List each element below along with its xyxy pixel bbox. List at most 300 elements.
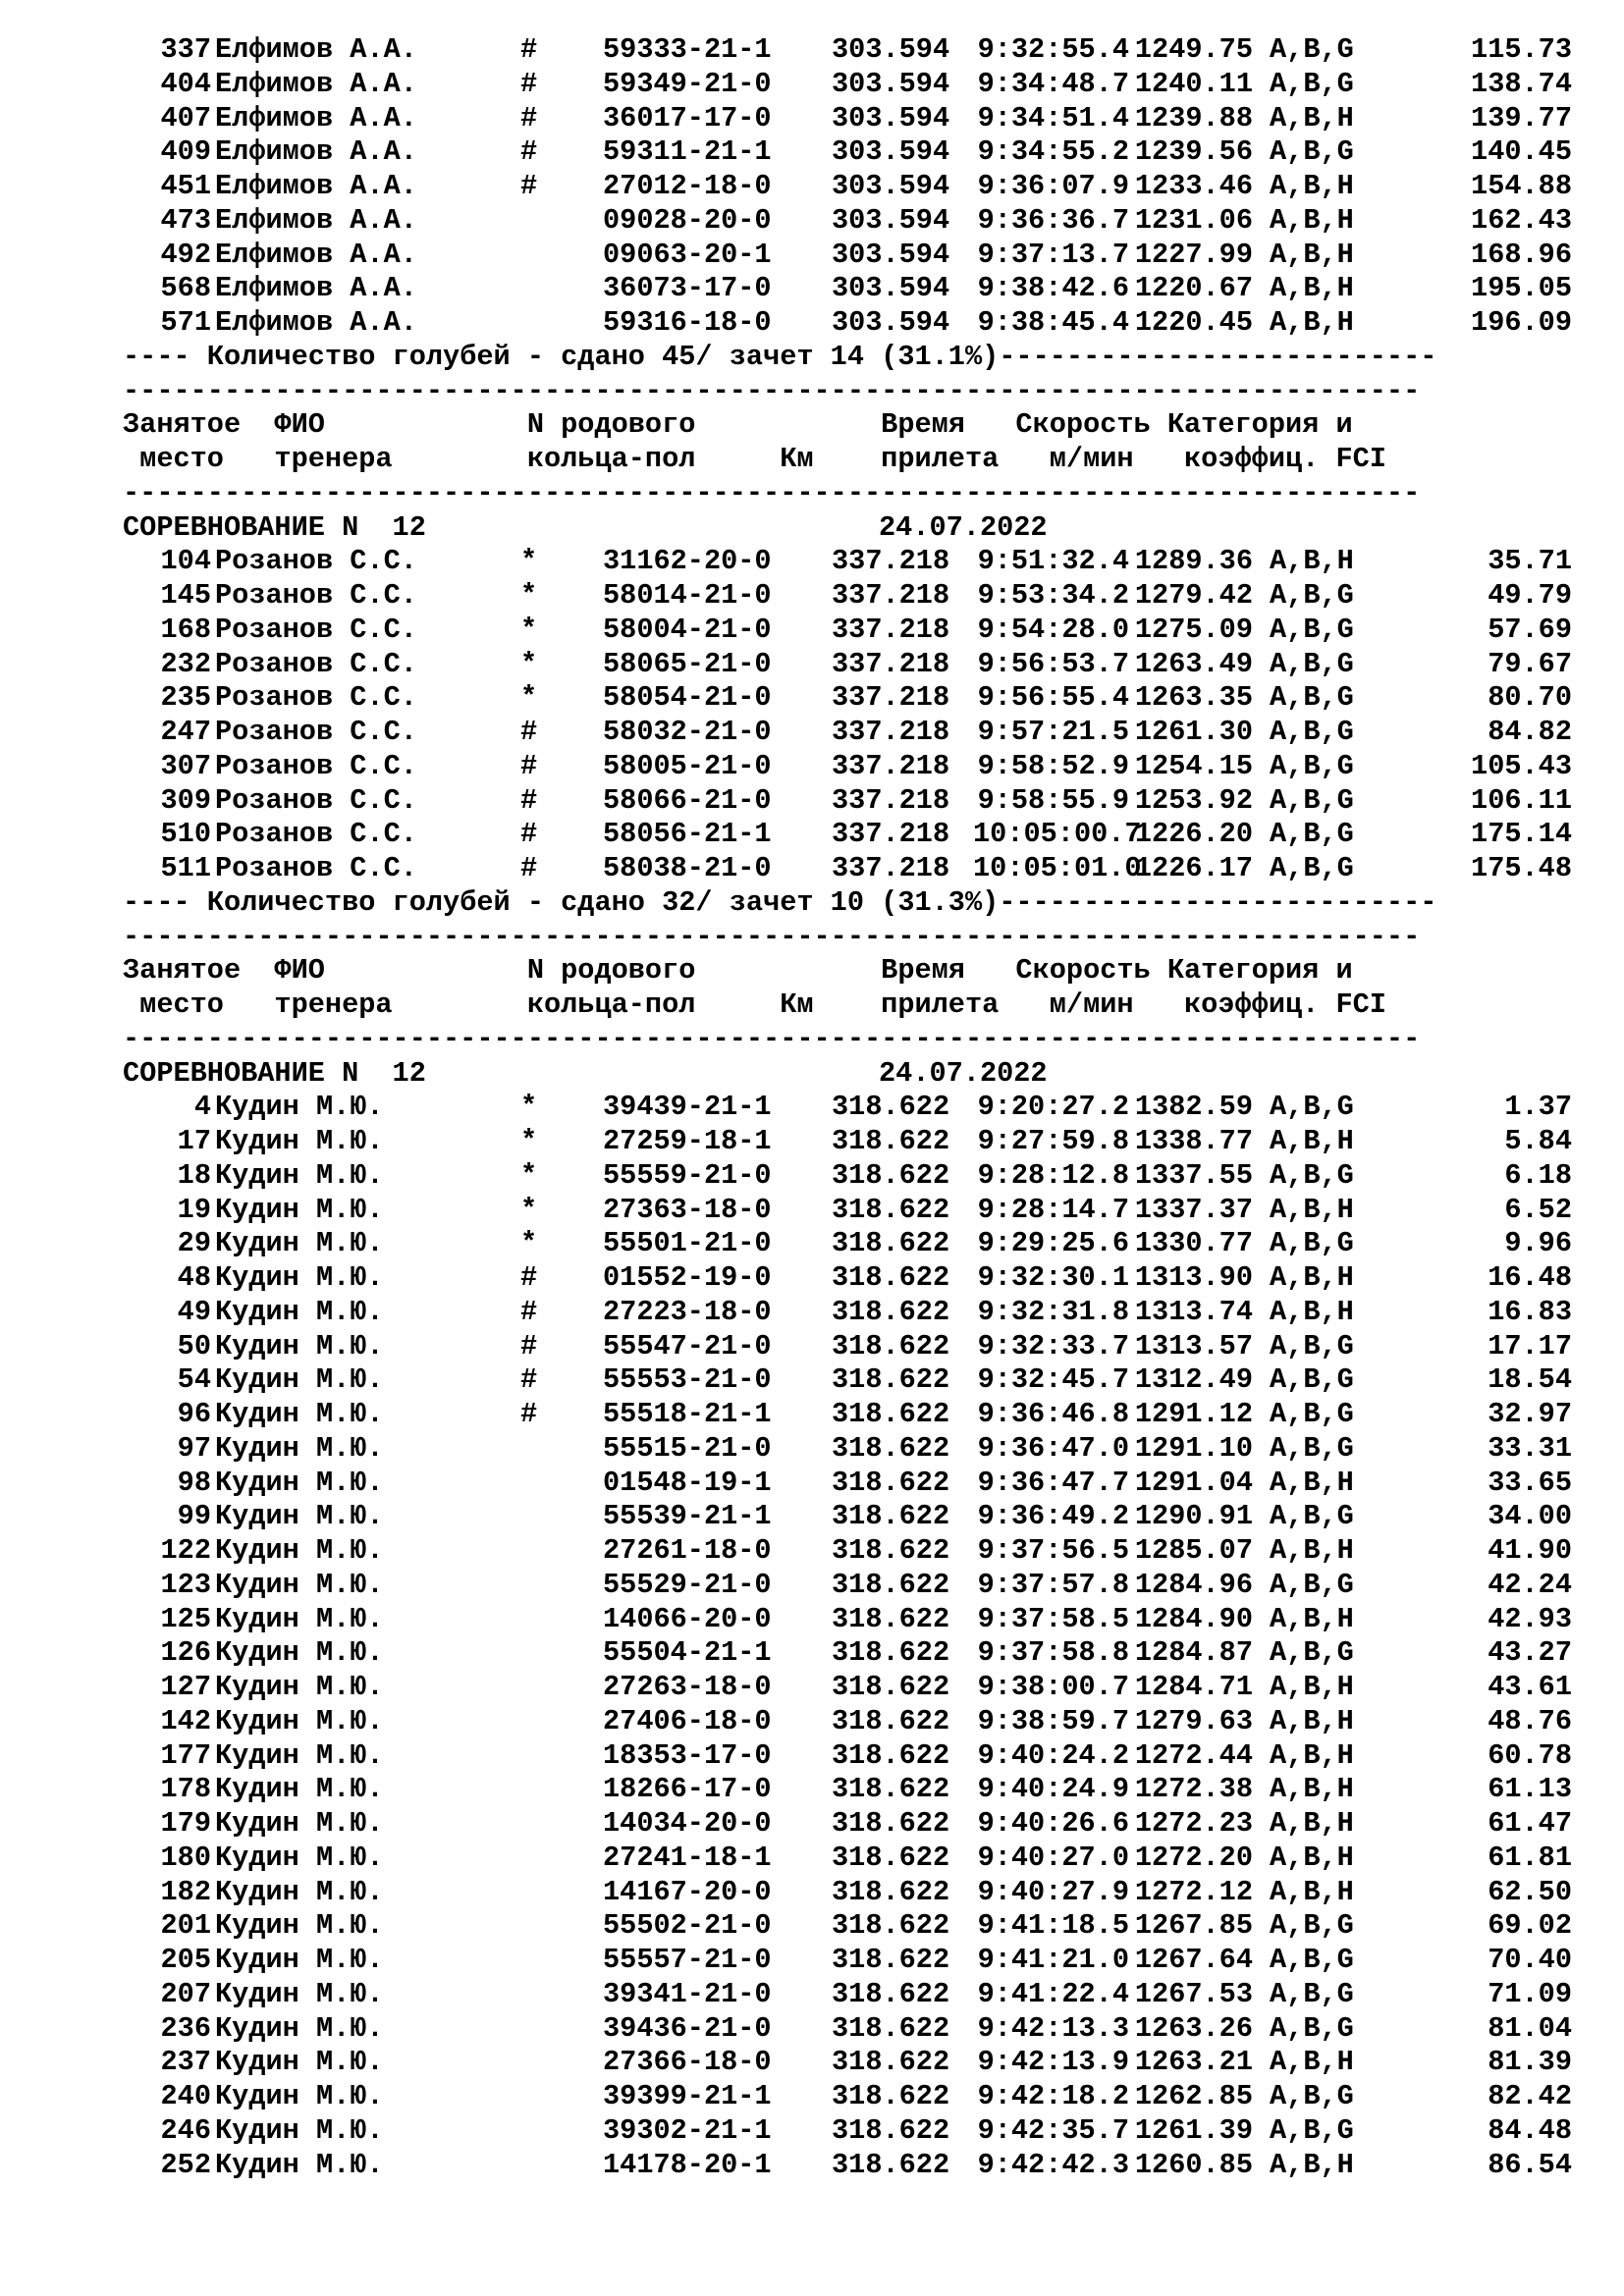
table-row bbox=[123, 272, 1572, 306]
cell-km: 318.622 bbox=[832, 1738, 950, 1772]
cell-ring: 58032-21-0 bbox=[603, 716, 772, 748]
cell-rank: 104 bbox=[160, 545, 211, 578]
cell-cat: A,B,G bbox=[1270, 1431, 1354, 1465]
cell-cat: A,B,H bbox=[1270, 1841, 1354, 1874]
cell-name: Елфимов А.А. bbox=[215, 306, 417, 339]
cell-rank: 177 bbox=[160, 1738, 211, 1772]
cell-time: 9:37:58.5 bbox=[977, 1602, 1129, 1635]
cell-mark: * bbox=[520, 1158, 538, 1192]
table-row bbox=[123, 1773, 1572, 1807]
cell-km: 318.622 bbox=[832, 1773, 950, 1806]
cell-spd: 1220.67 bbox=[1134, 272, 1253, 305]
cell-fci: 79.67 bbox=[1488, 647, 1572, 680]
cell-rank: 123 bbox=[160, 1568, 211, 1601]
cell-fci: 48.76 bbox=[1488, 1704, 1572, 1737]
cell-rank: 235 bbox=[160, 681, 211, 715]
table-row bbox=[123, 68, 1572, 102]
cell-time: 9:41:22.4 bbox=[977, 1977, 1129, 2010]
cell-km: 318.622 bbox=[832, 1875, 950, 1908]
cell-fci: 154.88 bbox=[1471, 170, 1572, 202]
cell-mark: # bbox=[520, 716, 538, 748]
table-row bbox=[123, 1739, 1572, 1774]
cell-spd: 1239.56 bbox=[1134, 135, 1253, 169]
cell-cat: A,B,G bbox=[1270, 67, 1354, 100]
cell-name: Кудин М.Ю. bbox=[215, 1977, 384, 2010]
cell-mark: * bbox=[520, 1091, 538, 1124]
table-row bbox=[123, 1569, 1572, 1603]
cell-rank: 201 bbox=[160, 1909, 211, 1943]
cell-ring: 14167-20-0 bbox=[603, 1875, 772, 1908]
table-row bbox=[123, 239, 1572, 273]
cell-km: 318.622 bbox=[832, 1841, 950, 1874]
cell-time: 9:40:27.0 bbox=[977, 1841, 1129, 1874]
cell-name: Кудин М.Ю. bbox=[215, 1671, 384, 1703]
cell-spd: 1312.49 bbox=[1134, 1363, 1253, 1397]
cell-name: Кудин М.Ю. bbox=[215, 1841, 384, 1874]
pigeon-count-summary: ---- Количество голубей - сдано 45/ зачет 14 (31.1%)-------------------------- bbox=[123, 340, 1437, 373]
cell-fci: 33.31 bbox=[1488, 1431, 1572, 1465]
table-row bbox=[123, 1978, 1572, 2012]
cell-fci: 82.42 bbox=[1488, 2080, 1572, 2112]
cell-fci: 35.71 bbox=[1488, 545, 1572, 578]
cell-time: 9:40:24.9 bbox=[977, 1773, 1129, 1806]
table-row bbox=[123, 1876, 1572, 1910]
cell-mark: * bbox=[520, 681, 538, 715]
cell-cat: A,B,H bbox=[1270, 1602, 1354, 1635]
cell-time: 9:34:51.4 bbox=[977, 101, 1129, 134]
cell-ring: 27223-18-0 bbox=[603, 1295, 772, 1328]
cell-spd: 1330.77 bbox=[1134, 1227, 1253, 1260]
cell-km: 303.594 bbox=[832, 238, 950, 271]
cell-rank: 568 bbox=[160, 272, 211, 305]
cell-cat: A,B,G bbox=[1270, 33, 1354, 66]
cell-time: 9:36:36.7 bbox=[977, 203, 1129, 237]
table-row bbox=[123, 1500, 1572, 1534]
dash-separator: ----------------------------------------------------------------------------- bbox=[123, 476, 1421, 509]
cell-cat: A,B,G bbox=[1270, 1500, 1354, 1533]
cell-spd: 1338.77 bbox=[1134, 1125, 1253, 1157]
cell-name: Елфимов А.А. bbox=[215, 67, 417, 100]
cell-time: 9:58:55.9 bbox=[977, 783, 1129, 817]
cell-spd: 1272.38 bbox=[1134, 1773, 1253, 1806]
cell-rank: 54 bbox=[177, 1363, 211, 1397]
cell-ring: 01548-19-1 bbox=[603, 1466, 772, 1499]
column-header-line-2: место тренера кольца-пол Км прилета м/мин коэффиц. FCI bbox=[123, 443, 1386, 475]
cell-fci: 61.81 bbox=[1488, 1841, 1572, 1874]
cell-cat: A,B,G bbox=[1270, 647, 1354, 680]
cell-fci: 84.82 bbox=[1488, 716, 1572, 748]
table-row bbox=[123, 1636, 1572, 1671]
cell-name: Кудин М.Ю. bbox=[215, 1431, 384, 1465]
cell-ring: 27406-18-0 bbox=[603, 1704, 772, 1737]
table-row bbox=[123, 1159, 1572, 1194]
cell-cat: A,B,G bbox=[1270, 2011, 1354, 2045]
cell-spd: 1231.06 bbox=[1134, 203, 1253, 237]
cell-ring: 39439-21-1 bbox=[603, 1091, 772, 1124]
cell-time: 9:54:28.0 bbox=[977, 613, 1129, 646]
cell-km: 337.218 bbox=[832, 852, 950, 884]
cell-time: 10:05:00.7 bbox=[973, 818, 1142, 851]
cell-km: 318.622 bbox=[832, 1636, 950, 1670]
cell-spd: 1291.12 bbox=[1134, 1398, 1253, 1430]
cell-time: 9:38:59.7 bbox=[977, 1704, 1129, 1737]
cell-cat: A,B,G bbox=[1270, 1977, 1354, 2010]
dash-separator: ----------------------------------------------------------------------------- bbox=[123, 374, 1421, 407]
cell-km: 337.218 bbox=[832, 579, 950, 612]
cell-spd: 1267.64 bbox=[1134, 1944, 1253, 1976]
cell-fci: 49.79 bbox=[1488, 579, 1572, 612]
cell-rank: 232 bbox=[160, 647, 211, 680]
table-row bbox=[123, 579, 1572, 614]
cell-rank: 207 bbox=[160, 1977, 211, 2010]
table-row bbox=[123, 1398, 1572, 1432]
cell-name: Розанов С.С. bbox=[215, 579, 417, 612]
cell-rank: 96 bbox=[177, 1398, 211, 1430]
cell-time: 9:36:47.0 bbox=[977, 1431, 1129, 1465]
cell-cat: A,B,H bbox=[1270, 306, 1354, 339]
cell-time: 9:40:27.9 bbox=[977, 1875, 1129, 1908]
cell-cat: A,B,G bbox=[1270, 749, 1354, 782]
table-row bbox=[123, 204, 1572, 239]
cell-fci: 196.09 bbox=[1471, 306, 1572, 339]
cell-cat: A,B,H bbox=[1270, 1671, 1354, 1703]
cell-rank: 50 bbox=[177, 1329, 211, 1362]
cell-km: 318.622 bbox=[832, 1431, 950, 1465]
cell-spd: 1272.20 bbox=[1134, 1841, 1253, 1874]
cell-fci: 162.43 bbox=[1471, 203, 1572, 237]
cell-ring: 39399-21-1 bbox=[603, 2080, 772, 2112]
cell-cat: A,B,H bbox=[1270, 1534, 1354, 1567]
cell-name: Кудин М.Ю. bbox=[215, 1807, 384, 1840]
cell-ring: 58038-21-0 bbox=[603, 852, 772, 884]
cell-ring: 59349-21-0 bbox=[603, 67, 772, 100]
cell-rank: 236 bbox=[160, 2011, 211, 2045]
cell-time: 9:36:46.8 bbox=[977, 1398, 1129, 1430]
cell-mark: # bbox=[520, 1261, 538, 1294]
table-row bbox=[123, 545, 1572, 579]
cell-ring: 55501-21-0 bbox=[603, 1227, 772, 1260]
cell-fci: 57.69 bbox=[1488, 613, 1572, 646]
cell-rank: 125 bbox=[160, 1602, 211, 1635]
cell-rank: 246 bbox=[160, 2113, 211, 2147]
cell-time: 9:38:45.4 bbox=[977, 306, 1129, 339]
cell-km: 318.622 bbox=[832, 1568, 950, 1601]
cell-fci: 62.50 bbox=[1488, 1875, 1572, 1908]
cell-km: 318.622 bbox=[832, 1534, 950, 1567]
cell-time: 9:29:25.6 bbox=[977, 1227, 1129, 1260]
cell-cat: A,B,G bbox=[1270, 1158, 1354, 1192]
cell-name: Кудин М.Ю. bbox=[215, 2113, 384, 2147]
cell-fci: 61.13 bbox=[1488, 1773, 1572, 1806]
cell-spd: 1267.53 bbox=[1134, 1977, 1253, 2010]
table-row bbox=[123, 135, 1572, 170]
cell-ring: 58054-21-0 bbox=[603, 681, 772, 715]
cell-ring: 55559-21-0 bbox=[603, 1158, 772, 1192]
cell-ring: 31162-20-0 bbox=[603, 545, 772, 578]
competition-date: 24.07.2022 bbox=[879, 1056, 1048, 1090]
cell-fci: 60.78 bbox=[1488, 1738, 1572, 1772]
cell-mark: # bbox=[520, 818, 538, 851]
cell-spd: 1284.87 bbox=[1134, 1636, 1253, 1670]
cell-cat: A,B,G bbox=[1270, 1568, 1354, 1601]
cell-rank: 48 bbox=[177, 1261, 211, 1294]
table-row bbox=[123, 170, 1572, 204]
cell-ring: 55504-21-1 bbox=[603, 1636, 772, 1670]
cell-fci: 33.65 bbox=[1488, 1466, 1572, 1499]
cell-rank: 49 bbox=[177, 1295, 211, 1328]
cell-cat: A,B,H bbox=[1270, 1193, 1354, 1226]
table-row bbox=[123, 2114, 1572, 2149]
cell-time: 9:56:53.7 bbox=[977, 647, 1129, 680]
cell-cat: A,B,G bbox=[1270, 1944, 1354, 1976]
cell-spd: 1226.17 bbox=[1134, 852, 1253, 884]
cell-name: Розанов С.С. bbox=[215, 716, 417, 748]
cell-km: 337.218 bbox=[832, 545, 950, 578]
cell-time: 9:34:55.2 bbox=[977, 135, 1129, 169]
cell-km: 318.622 bbox=[832, 1704, 950, 1737]
cell-ring: 58005-21-0 bbox=[603, 749, 772, 782]
cell-time: 9:36:07.9 bbox=[977, 170, 1129, 202]
cell-spd: 1284.71 bbox=[1134, 1671, 1253, 1703]
cell-cat: A,B,G bbox=[1270, 1398, 1354, 1430]
cell-name: Кудин М.Ю. bbox=[215, 1738, 384, 1772]
cell-rank: 29 bbox=[177, 1227, 211, 1260]
cell-name: Кудин М.Ю. bbox=[215, 1568, 384, 1601]
table-row bbox=[123, 1091, 1572, 1125]
cell-rank: 98 bbox=[177, 1466, 211, 1499]
table-row bbox=[123, 1125, 1572, 1159]
cell-name: Кудин М.Ю. bbox=[215, 1534, 384, 1567]
cell-fci: 61.47 bbox=[1488, 1807, 1572, 1840]
cell-mark: * bbox=[520, 613, 538, 646]
cell-spd: 1285.07 bbox=[1134, 1534, 1253, 1567]
cell-rank: 179 bbox=[160, 1807, 211, 1840]
cell-km: 318.622 bbox=[832, 1363, 950, 1397]
cell-spd: 1239.88 bbox=[1134, 101, 1253, 134]
cell-ring: 27261-18-0 bbox=[603, 1534, 772, 1567]
cell-spd: 1290.91 bbox=[1134, 1500, 1253, 1533]
cell-rank: 240 bbox=[160, 2080, 211, 2112]
cell-fci: 139.77 bbox=[1471, 101, 1572, 134]
cell-spd: 1262.85 bbox=[1134, 2080, 1253, 2112]
cell-cat: A,B,G bbox=[1270, 2113, 1354, 2147]
cell-fci: 195.05 bbox=[1471, 272, 1572, 305]
cell-ring: 59316-18-0 bbox=[603, 306, 772, 339]
cell-name: Розанов С.С. bbox=[215, 681, 417, 715]
cell-spd: 1261.39 bbox=[1134, 2113, 1253, 2147]
cell-km: 303.594 bbox=[832, 203, 950, 237]
table-row bbox=[123, 33, 1572, 68]
cell-km: 318.622 bbox=[832, 1466, 950, 1499]
cell-mark: * bbox=[520, 647, 538, 680]
competition-title: СОРЕВНОВАНИЕ N 12 bbox=[123, 1056, 426, 1090]
cell-time: 10:05:01.0 bbox=[973, 852, 1142, 884]
cell-ring: 55518-21-1 bbox=[603, 1398, 772, 1430]
table-row bbox=[123, 1227, 1572, 1261]
table-row bbox=[123, 681, 1572, 716]
cell-cat: A,B,H bbox=[1270, 1295, 1354, 1328]
cell-name: Розанов С.С. bbox=[215, 647, 417, 680]
cell-name: Кудин М.Ю. bbox=[215, 1944, 384, 1976]
cell-time: 9:42:42.3 bbox=[977, 2148, 1129, 2181]
cell-ring: 18266-17-0 bbox=[603, 1773, 772, 1806]
cell-rank: 309 bbox=[160, 783, 211, 817]
cell-fci: 1.37 bbox=[1504, 1091, 1572, 1124]
cell-fci: 71.09 bbox=[1488, 1977, 1572, 2010]
cell-spd: 1279.63 bbox=[1134, 1704, 1253, 1737]
cell-ring: 39302-21-1 bbox=[603, 2113, 772, 2147]
cell-cat: A,B,H bbox=[1270, 238, 1354, 271]
cell-spd: 1226.20 bbox=[1134, 818, 1253, 851]
cell-rank: 407 bbox=[160, 101, 211, 134]
cell-name: Елфимов А.А. bbox=[215, 170, 417, 202]
cell-spd: 1261.30 bbox=[1134, 716, 1253, 748]
cell-name: Розанов С.С. bbox=[215, 613, 417, 646]
cell-cat: A,B,H bbox=[1270, 1125, 1354, 1157]
cell-name: Кудин М.Ю. bbox=[215, 2080, 384, 2112]
table-row bbox=[123, 1330, 1572, 1364]
cell-cat: A,B,G bbox=[1270, 1091, 1354, 1124]
cell-spd: 1313.74 bbox=[1134, 1295, 1253, 1328]
cell-ring: 14178-20-1 bbox=[603, 2148, 772, 2181]
cell-name: Кудин М.Ю. bbox=[215, 1909, 384, 1943]
cell-fci: 175.48 bbox=[1471, 852, 1572, 884]
table-row bbox=[123, 852, 1572, 886]
cell-cat: A,B,H bbox=[1270, 1738, 1354, 1772]
dash-separator: ----------------------------------------------------------------------------- bbox=[123, 920, 1421, 953]
cell-spd: 1337.55 bbox=[1134, 1158, 1253, 1192]
cell-fci: 175.14 bbox=[1471, 818, 1572, 851]
cell-ring: 27263-18-0 bbox=[603, 1671, 772, 1703]
cell-mark: # bbox=[520, 1398, 538, 1430]
table-row bbox=[123, 716, 1572, 750]
cell-name: Елфимов А.А. bbox=[215, 33, 417, 66]
table-row bbox=[123, 818, 1572, 852]
cell-rank: 180 bbox=[160, 1841, 211, 1874]
cell-ring: 39341-21-0 bbox=[603, 1977, 772, 2010]
cell-cat: A,B,H bbox=[1270, 101, 1354, 134]
cell-name: Кудин М.Ю. bbox=[215, 1193, 384, 1226]
table-row bbox=[123, 1467, 1572, 1501]
table-row bbox=[123, 2046, 1572, 2080]
cell-name: Кудин М.Ю. bbox=[215, 1500, 384, 1533]
cell-rank: 18 bbox=[177, 1158, 211, 1192]
cell-time: 9:57:21.5 bbox=[977, 716, 1129, 748]
table-row bbox=[123, 1807, 1572, 1842]
competition-line bbox=[123, 1057, 1572, 1092]
cell-time: 9:37:57.8 bbox=[977, 1568, 1129, 1601]
cell-rank: 307 bbox=[160, 749, 211, 782]
table-row bbox=[123, 1534, 1572, 1569]
cell-ring: 55529-21-0 bbox=[603, 1568, 772, 1601]
cell-km: 303.594 bbox=[832, 67, 950, 100]
cell-cat: A,B,H bbox=[1270, 1261, 1354, 1294]
cell-km: 318.622 bbox=[832, 2080, 950, 2112]
table-row bbox=[123, 2149, 1572, 2183]
results-document bbox=[123, 33, 1572, 2182]
table-row bbox=[123, 2080, 1572, 2114]
cell-spd: 1233.46 bbox=[1134, 170, 1253, 202]
cell-spd: 1267.85 bbox=[1134, 1909, 1253, 1943]
cell-ring: 39436-21-0 bbox=[603, 2011, 772, 2045]
cell-spd: 1291.10 bbox=[1134, 1431, 1253, 1465]
cell-spd: 1240.11 bbox=[1134, 67, 1253, 100]
cell-name: Кудин М.Ю. bbox=[215, 1295, 384, 1328]
cell-fci: 115.73 bbox=[1471, 33, 1572, 66]
cell-km: 318.622 bbox=[832, 1227, 950, 1260]
cell-time: 9:42:18.2 bbox=[977, 2080, 1129, 2112]
cell-fci: 69.02 bbox=[1488, 1909, 1572, 1943]
cell-spd: 1284.96 bbox=[1134, 1568, 1253, 1601]
cell-ring: 58056-21-1 bbox=[603, 818, 772, 851]
cell-ring: 27366-18-0 bbox=[603, 2046, 772, 2079]
cell-spd: 1289.36 bbox=[1134, 545, 1253, 578]
cell-ring: 55553-21-0 bbox=[603, 1363, 772, 1397]
cell-time: 9:53:34.2 bbox=[977, 579, 1129, 612]
cell-name: Кудин М.Ю. bbox=[215, 1602, 384, 1635]
cell-ring: 55547-21-0 bbox=[603, 1329, 772, 1362]
cell-name: Кудин М.Ю. bbox=[215, 1125, 384, 1157]
cell-mark: * bbox=[520, 545, 538, 578]
cell-km: 337.218 bbox=[832, 716, 950, 748]
cell-cat: A,B,G bbox=[1270, 1909, 1354, 1943]
cell-name: Розанов С.С. bbox=[215, 783, 417, 817]
table-row bbox=[123, 102, 1572, 136]
table-row bbox=[123, 1296, 1572, 1330]
cell-km: 337.218 bbox=[832, 818, 950, 851]
cell-ring: 18353-17-0 bbox=[603, 1738, 772, 1772]
cell-ring: 09028-20-0 bbox=[603, 203, 772, 237]
cell-mark: * bbox=[520, 579, 538, 612]
cell-name: Кудин М.Ю. bbox=[215, 1091, 384, 1124]
cell-time: 9:28:12.8 bbox=[977, 1158, 1129, 1192]
cell-fci: 32.97 bbox=[1488, 1398, 1572, 1430]
cell-cat: A,B,H bbox=[1270, 545, 1354, 578]
cell-rank: 145 bbox=[160, 579, 211, 612]
competition-line bbox=[123, 511, 1572, 546]
cell-rank: 126 bbox=[160, 1636, 211, 1670]
cell-spd: 1337.37 bbox=[1134, 1193, 1253, 1226]
cell-rank: 97 bbox=[177, 1431, 211, 1465]
cell-time: 9:40:26.6 bbox=[977, 1807, 1129, 1840]
cell-ring: 01552-19-0 bbox=[603, 1261, 772, 1294]
cell-km: 303.594 bbox=[832, 33, 950, 66]
cell-km: 337.218 bbox=[832, 647, 950, 680]
cell-km: 318.622 bbox=[832, 2011, 950, 2045]
cell-km: 303.594 bbox=[832, 272, 950, 305]
cell-km: 303.594 bbox=[832, 170, 950, 202]
cell-mark: * bbox=[520, 1227, 538, 1260]
cell-rank: 122 bbox=[160, 1534, 211, 1567]
table-row bbox=[123, 750, 1572, 784]
cell-spd: 1263.49 bbox=[1134, 647, 1253, 680]
cell-km: 337.218 bbox=[832, 613, 950, 646]
cell-km: 318.622 bbox=[832, 2113, 950, 2147]
cell-time: 9:32:45.7 bbox=[977, 1363, 1129, 1397]
cell-km: 337.218 bbox=[832, 749, 950, 782]
cell-ring: 27259-18-1 bbox=[603, 1125, 772, 1157]
cell-ring: 36017-17-0 bbox=[603, 101, 772, 134]
cell-time: 9:41:18.5 bbox=[977, 1909, 1129, 1943]
cell-spd: 1313.90 bbox=[1134, 1261, 1253, 1294]
cell-name: Кудин М.Ю. bbox=[215, 2046, 384, 2079]
cell-fci: 5.84 bbox=[1504, 1125, 1572, 1157]
cell-time: 9:32:31.8 bbox=[977, 1295, 1129, 1328]
cell-cat: A,B,G bbox=[1270, 818, 1354, 851]
cell-rank: 205 bbox=[160, 1944, 211, 1976]
cell-time: 9:20:27.2 bbox=[977, 1091, 1129, 1124]
cell-ring: 36073-17-0 bbox=[603, 272, 772, 305]
